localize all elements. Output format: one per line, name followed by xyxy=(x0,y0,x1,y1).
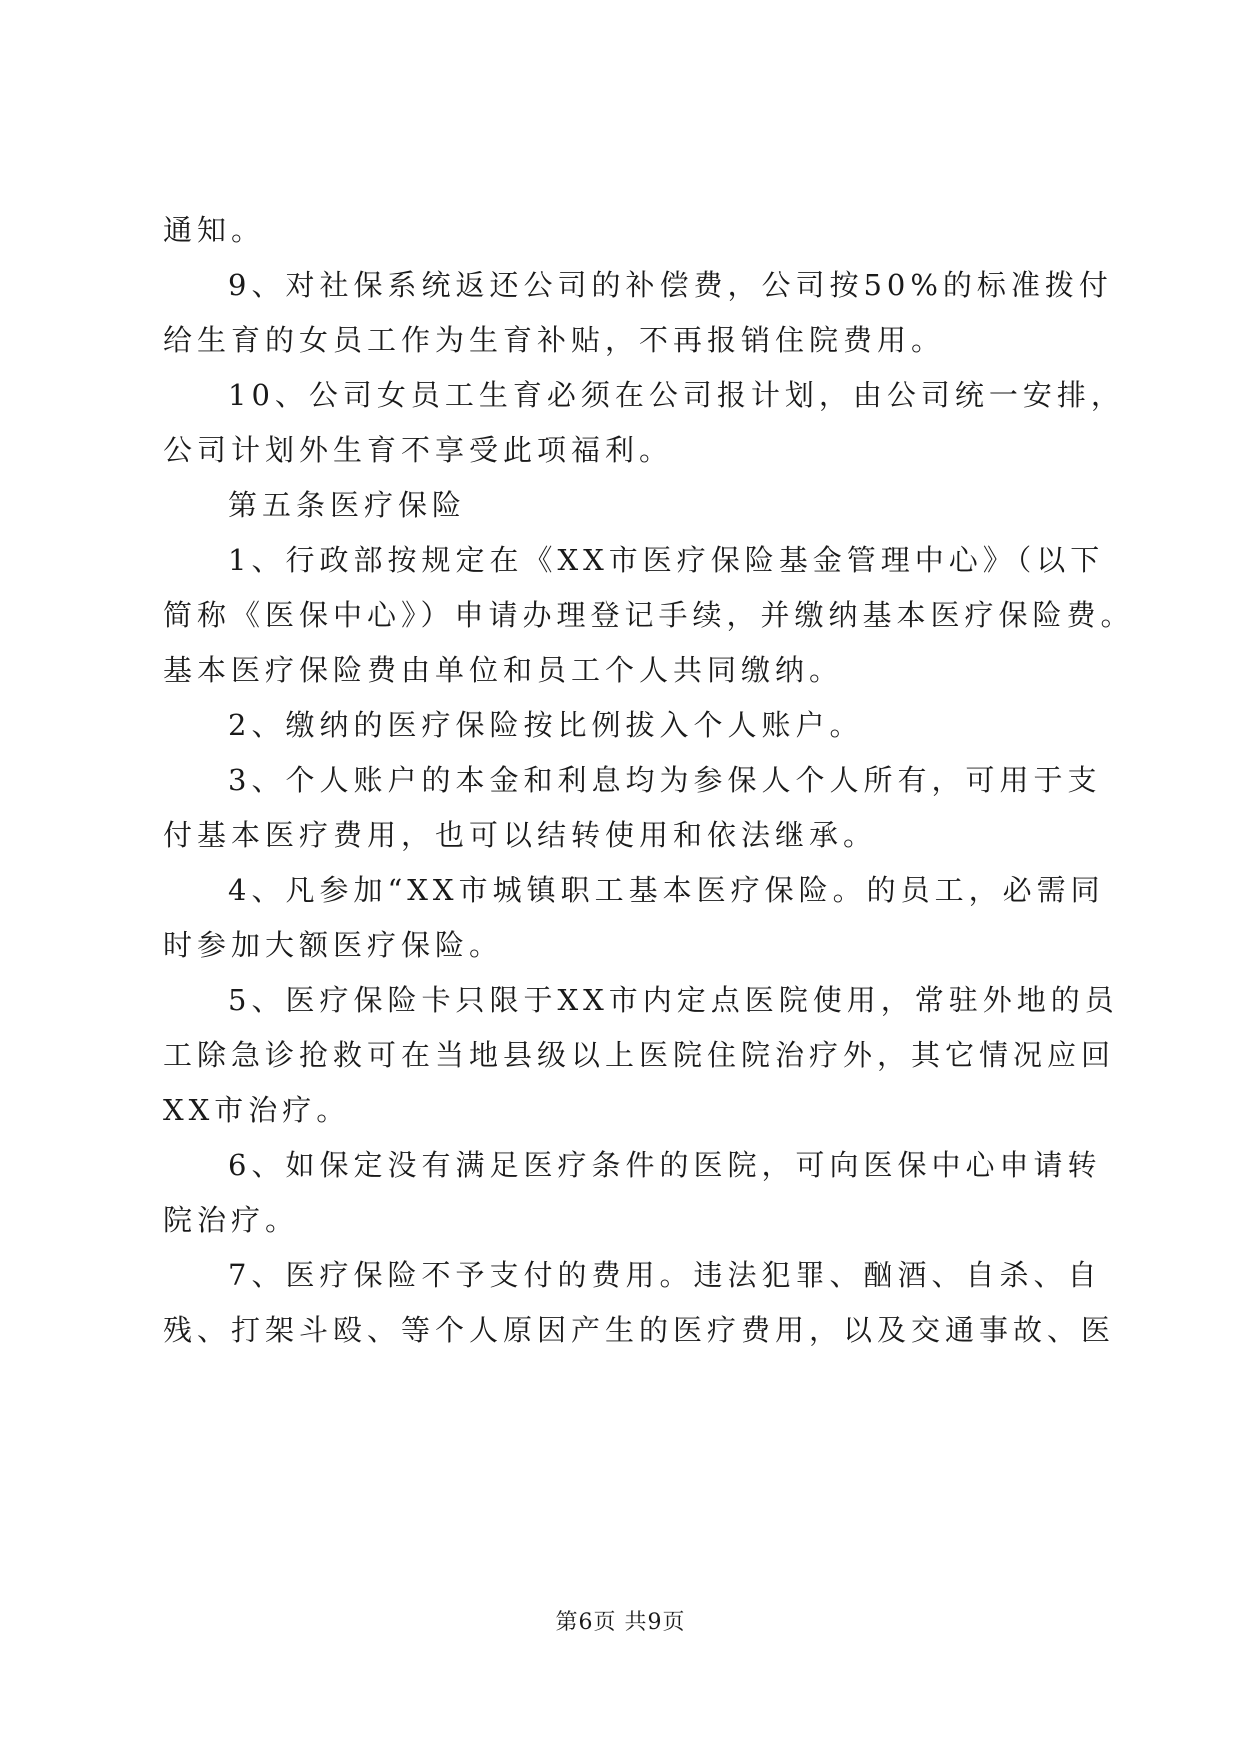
paragraph-item-2: 2、缴纳的医疗保险按比例拔入个人账户。 xyxy=(228,708,864,742)
paragraph-item-7: 7、医疗保险不予支付的费用。违法犯罪、酗酒、自杀、自 xyxy=(228,1258,1102,1292)
text-line: 工除急诊抢救可在当地县级以上医院住院治疗外，其它情况应回 xyxy=(163,1038,1116,1072)
text-line: 时参加大额医疗保险。 xyxy=(163,928,504,962)
paragraph-item-10: 10、公司女员工生育必须在公司报计划，由公司统一安排， xyxy=(228,378,1125,412)
text-line: XX市治疗。 xyxy=(163,1093,351,1127)
text-line: 通知。 xyxy=(163,213,266,247)
paragraph-item-5: 5、医疗保险卡只限于XX市内定点医院使用，常驻外地的员 xyxy=(228,983,1119,1017)
paragraph-item-4: 4、凡参加“XX市城镇职工基本医疗保险。的员工，必需同 xyxy=(228,873,1105,907)
text-line: 给生育的女员工作为生育补贴，不再报销住院费用。 xyxy=(163,323,946,357)
paragraph-item-1: 1、行政部按规定在《XX市医疗保险基金管理中心》（以下 xyxy=(228,543,1105,577)
text-line: 残、打架斗殴、等个人原因产生的医疗费用，以及交通事故、医 xyxy=(163,1313,1116,1347)
text-line: 付基本医疗费用，也可以结转使用和依法继承。 xyxy=(163,818,878,852)
page-number-footer: 第6页 共9页 xyxy=(555,1610,686,1635)
paragraph-item-6: 6、如保定没有满足医疗条件的医院，可向医保中心申请转 xyxy=(228,1148,1102,1182)
paragraph-item-3: 3、个人账户的本金和利息均为参保人个人所有，可用于支 xyxy=(228,763,1102,797)
section-heading: 第五条医疗保险 xyxy=(228,488,467,522)
paragraph-item-9: 9、对社保系统返还公司的补偿费，公司按50%的标准拨付 xyxy=(228,268,1113,302)
text-line: 公司计划外生育不享受此项福利。 xyxy=(163,433,674,467)
text-line: 基本医疗保险费由单位和员工个人共同缴纳。 xyxy=(163,653,844,687)
text-line: 简称《医保中心》）申请办理登记手续，并缴纳基本医疗保险费。 xyxy=(163,598,1135,632)
text-line: 院治疗。 xyxy=(163,1203,300,1237)
